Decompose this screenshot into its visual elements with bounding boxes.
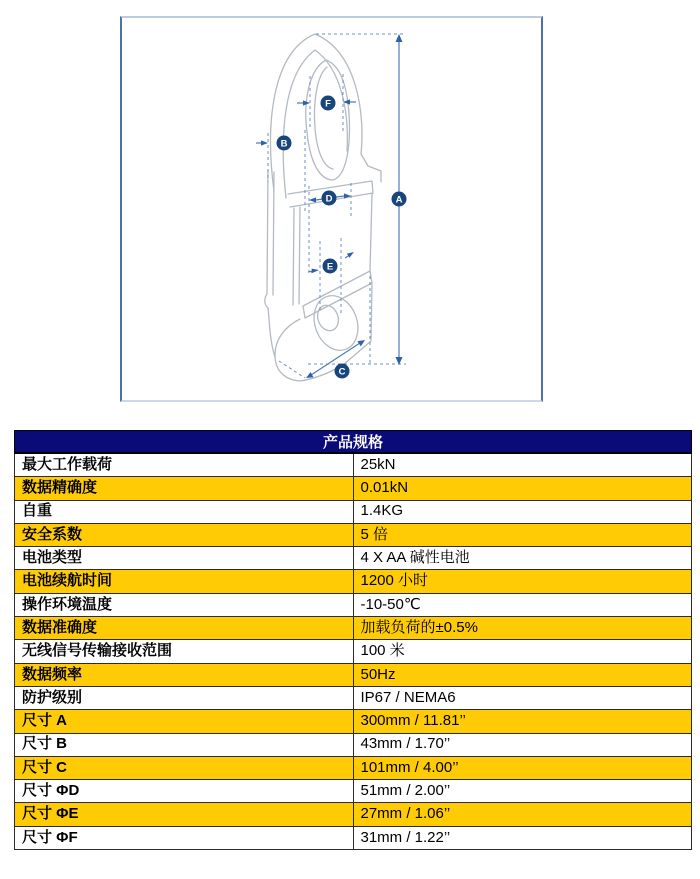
spec-label-cell: 自重 xyxy=(15,500,354,523)
spec-label-cell: 尺寸 A xyxy=(15,710,354,733)
table-row xyxy=(15,640,692,663)
table-title: 产品规格 xyxy=(15,431,692,454)
spec-value-cell: 1200 小时 xyxy=(353,570,692,593)
table-row xyxy=(15,593,692,616)
dim-marker-e xyxy=(323,259,338,274)
part-outline xyxy=(265,34,381,381)
spec-label-cell: 最大工作载荷 xyxy=(15,453,354,477)
table-row xyxy=(15,663,692,686)
spec-label-cell: 无线信号传输接收范围 xyxy=(15,640,354,663)
spec-value-cell: IP67 / NEMA6 xyxy=(353,686,692,709)
table-row xyxy=(15,780,692,803)
spec-value-cell: 4 X AA 碱性电池 xyxy=(353,547,692,570)
spec-label-cell: 尺寸 C xyxy=(15,756,354,779)
spec-label-cell: 防护级别 xyxy=(15,686,354,709)
spec-value-cell: 100 米 xyxy=(353,640,692,663)
dim-marker-a xyxy=(392,192,407,207)
spec-value-cell: 101mm / 4.00’’ xyxy=(353,756,692,779)
spec-value-cell: 300mm / 11.81’’ xyxy=(353,710,692,733)
table-row xyxy=(15,453,692,477)
spec-table xyxy=(14,430,692,850)
table-row xyxy=(15,756,692,779)
spec-label-cell: 尺寸 B xyxy=(15,733,354,756)
spec-value-cell: 加载负荷的±0.5% xyxy=(353,617,692,640)
spec-value-cell: 0.01kN xyxy=(353,477,692,500)
dim-marker-e-label: E xyxy=(326,261,334,273)
table-row xyxy=(15,686,692,709)
spec-label-cell: 尺寸 ΦE xyxy=(15,803,354,826)
load-link-dimension-drawing xyxy=(122,18,541,400)
table-row xyxy=(15,710,692,733)
table-row xyxy=(15,826,692,849)
table-row xyxy=(15,500,692,523)
table-row xyxy=(15,570,692,593)
spec-label-cell: 电池续航时间 xyxy=(15,570,354,593)
dim-marker-c xyxy=(335,364,350,379)
table-row xyxy=(15,547,692,570)
table-row xyxy=(15,733,692,756)
spec-value-cell: 43mm / 1.70’’ xyxy=(353,733,692,756)
spec-label-cell: 数据精确度 xyxy=(15,477,354,500)
spec-value-cell: 5 倍 xyxy=(353,523,692,546)
spec-label-cell: 数据频率 xyxy=(15,663,354,686)
dimension-diagram-box xyxy=(120,16,543,402)
spec-value-cell: 51mm / 2.00’’ xyxy=(353,780,692,803)
dim-marker-f-label: F xyxy=(325,98,331,110)
spec-value-cell: -10-50℃ xyxy=(353,593,692,616)
spec-value-cell: 25kN xyxy=(353,453,692,477)
spec-value-cell: 50Hz xyxy=(353,663,692,686)
spec-label-cell: 数据准确度 xyxy=(15,617,354,640)
dim-marker-c-label: C xyxy=(338,366,346,378)
spec-label-cell: 安全系数 xyxy=(15,523,354,546)
dim-marker-d-label: D xyxy=(325,193,333,205)
dim-marker-b-label: B xyxy=(280,138,288,150)
spec-label-cell: 尺寸 ΦF xyxy=(15,826,354,849)
spec-label-cell: 操作环境温度 xyxy=(15,593,354,616)
spec-label-cell: 尺寸 ΦD xyxy=(15,780,354,803)
dim-marker-d xyxy=(322,191,337,206)
dimension-lines xyxy=(256,34,406,378)
spec-label-cell: 电池类型 xyxy=(15,547,354,570)
table-row xyxy=(15,803,692,826)
spec-value-cell: 1.4KG xyxy=(353,500,692,523)
table-header-row xyxy=(15,431,692,454)
spec-value-cell: 31mm / 1.22’’ xyxy=(353,826,692,849)
dim-marker-b xyxy=(277,136,292,151)
table-row xyxy=(15,523,692,546)
spec-table-body xyxy=(15,453,692,850)
table-row xyxy=(15,617,692,640)
dim-marker-a-label: A xyxy=(395,194,403,206)
table-row xyxy=(15,477,692,500)
dim-marker-f xyxy=(321,96,336,111)
spec-value-cell: 27mm / 1.06’’ xyxy=(353,803,692,826)
